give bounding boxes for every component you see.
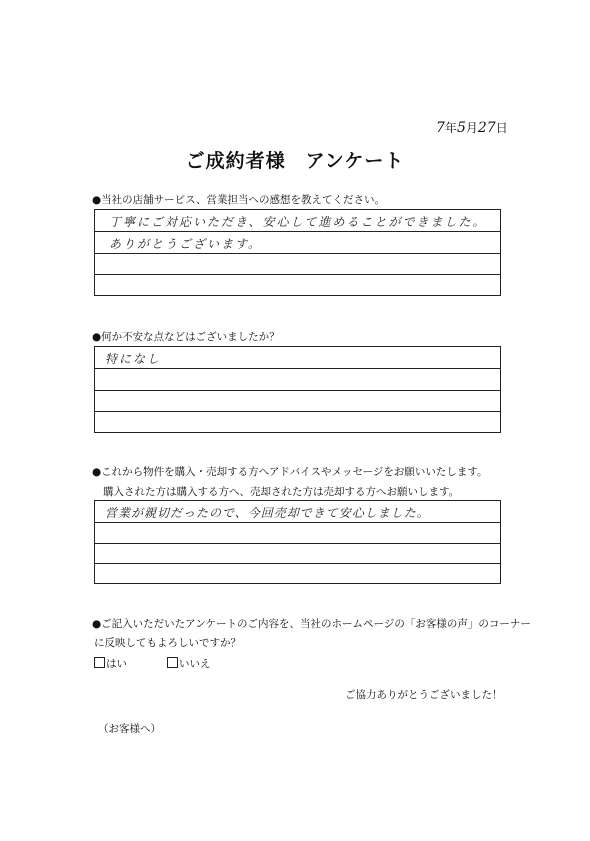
question-3-answer-box[interactable]	[94, 500, 501, 584]
question-1-answer-box[interactable]	[94, 209, 501, 296]
consent-yes-option[interactable]	[94, 656, 127, 671]
question-2-answer-line-1: 特になし	[105, 352, 162, 366]
question-2-label: ●何か不安な点などはございましたか？	[92, 331, 280, 343]
question-4-label-continued: に反映してもよろしいですか？	[94, 637, 241, 649]
thank-you-note: ご協力ありがとうございました！	[345, 689, 503, 701]
date-month-unit: 月	[465, 121, 478, 135]
page-title: ご成約者様 アンケート	[185, 150, 405, 172]
answer-rule	[95, 563, 500, 564]
question-1-label: ●当社の店舗サービス、営業担当への感想を教えてください。	[92, 194, 385, 206]
consent-no-label: いいえ	[179, 658, 211, 670]
answer-rule	[95, 522, 500, 523]
survey-date	[436, 119, 508, 136]
question-1-answer-line-2: ありがとうございます。	[109, 237, 263, 251]
question-4-label: ●ご記入いただいたアンケートのご内容を、当社のホームページの「お客様の声」のコーナー	[92, 618, 531, 630]
question-2-answer-box[interactable]	[94, 346, 501, 433]
question-3-label: ●これから物件を購入・売却する方へアドバイスやメッセージをお願いいたします。	[92, 466, 488, 478]
date-day: 27	[477, 120, 496, 136]
question-1-answer-line-1: 丁寧にご対応いただき、安心して進めることができました。	[109, 215, 487, 229]
answer-rule	[95, 368, 500, 369]
question-3-sublabel: 購入された方は購入する方へ、売却された方は売却する方へお願いします。	[103, 486, 460, 498]
customer-footer-label: （お客様へ）	[98, 723, 161, 735]
date-year-unit: 年	[444, 121, 457, 135]
consent-yes-label: はい	[106, 658, 127, 670]
consent-no-option[interactable]	[167, 656, 211, 671]
date-month: 5	[456, 120, 466, 136]
answer-rule	[95, 231, 500, 232]
answer-rule	[95, 390, 500, 391]
checkbox-yes[interactable]	[94, 657, 105, 668]
answer-rule	[95, 543, 500, 544]
question-3-answer-line-1: 営業が親切だったので、今回売却できて安心しました。	[105, 506, 430, 520]
answer-rule	[95, 253, 500, 254]
answer-rule	[95, 411, 500, 412]
answer-rule	[95, 274, 500, 275]
date-year: 7	[436, 120, 445, 136]
checkbox-no[interactable]	[167, 657, 178, 668]
date-day-unit: 日	[495, 121, 508, 135]
